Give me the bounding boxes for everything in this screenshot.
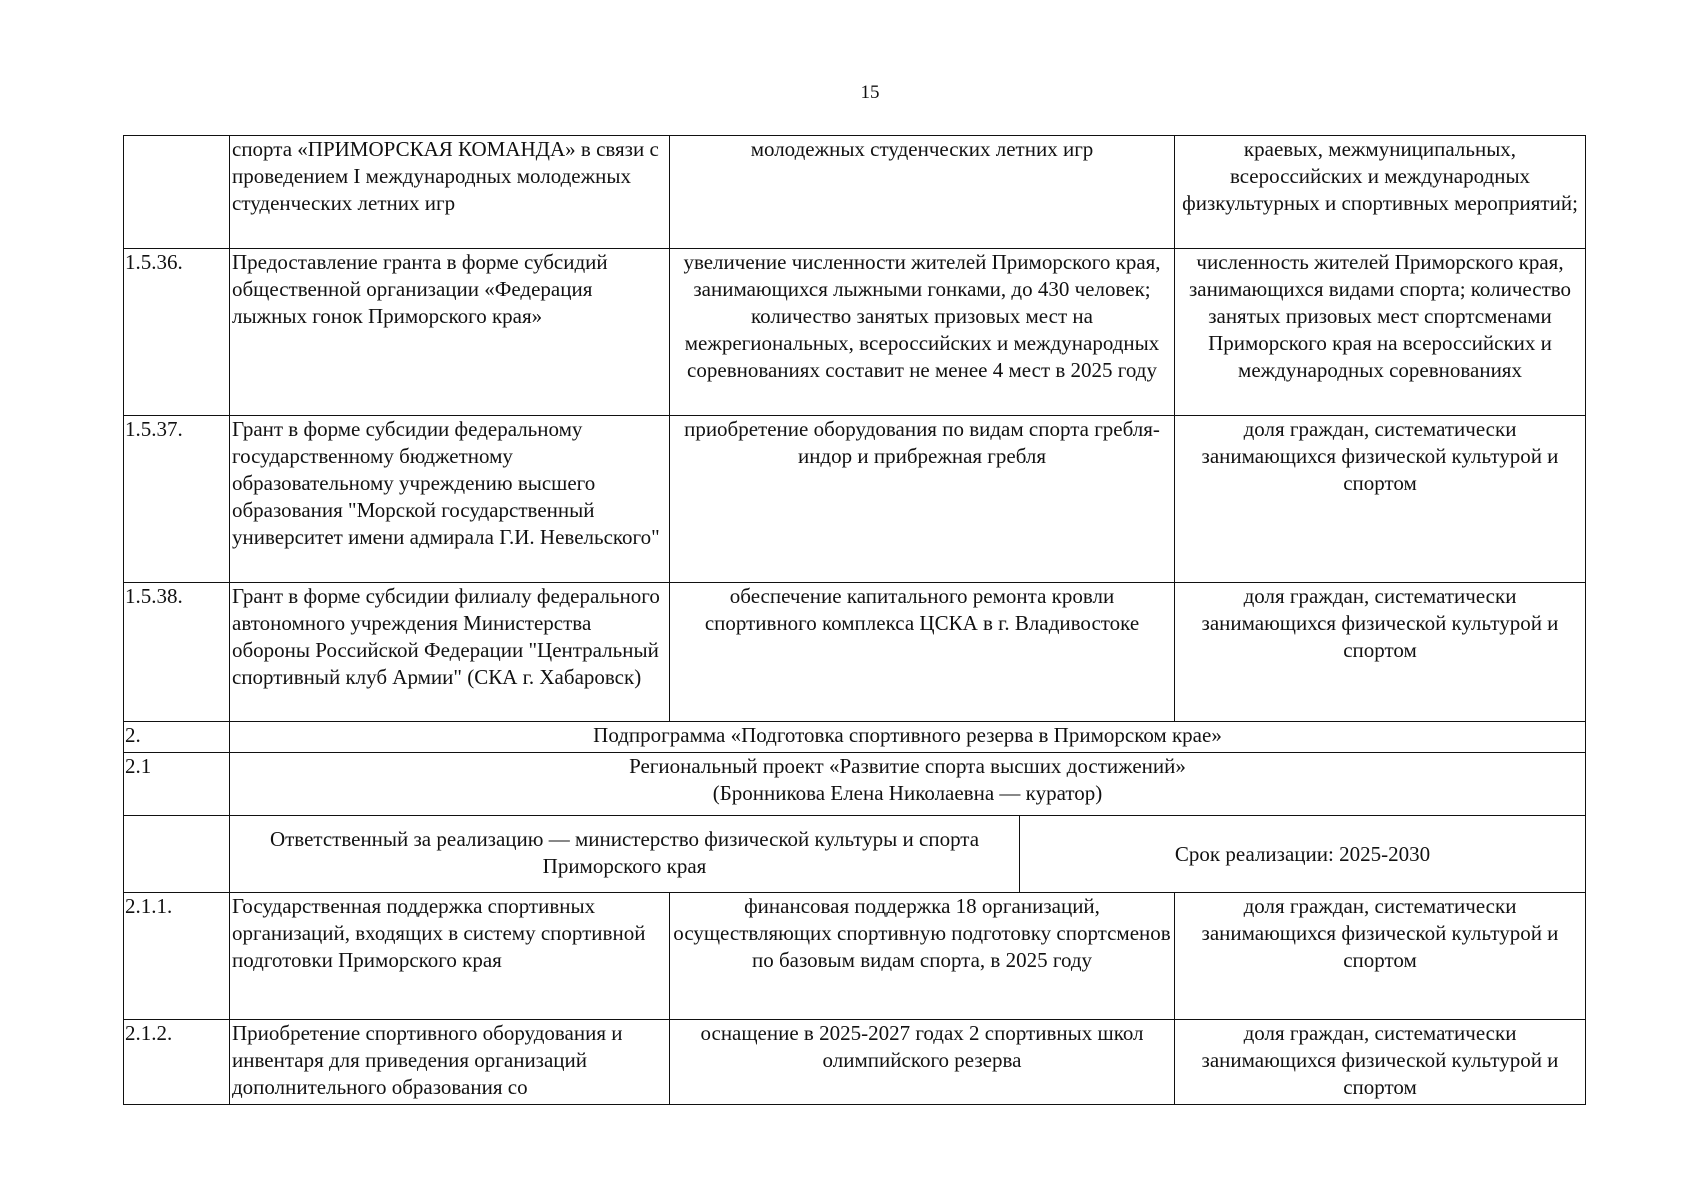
measure-indicator: численность жителей Приморского края, занимающихся видами спорта; количество занятых призовых мест спортсменами Приморского края на всероссийских и международных соревнованиях bbox=[1175, 249, 1586, 416]
measure-result: увеличение численности жителей Приморского края, занимающихся лыжными гонками, до 430 человек; количество занятых призовых мест на межрегиональных, всероссийских и международных соревнованиях составит не менее 4 мест в 2025 году bbox=[670, 249, 1175, 416]
row-number: 2.1.1. bbox=[124, 893, 230, 1020]
measure-name: Грант в форме субсидии федеральному государственному бюджетному образовательному учреждению высшего образования "Морской государственный университет имени адмирала Г.И. Невельского" bbox=[230, 416, 670, 583]
measure-name: спорта «ПРИМОРСКАЯ КОМАНДА» в связи с проведением I международных молодежных студенческих летних игр bbox=[230, 136, 670, 249]
page-number: 15 bbox=[860, 82, 880, 103]
table-row bbox=[124, 136, 1586, 249]
measure-name: Предоставление гранта в форме субсидий общественной организации «Федерация лыжных гонок Приморского края» bbox=[230, 249, 670, 416]
measure-result: оснащение в 2025-2027 годах 2 спортивных школ олимпийского резерва bbox=[670, 1020, 1175, 1105]
row-number: 1.5.38. bbox=[124, 583, 230, 722]
empty-cell bbox=[124, 816, 230, 893]
project-row bbox=[124, 753, 1586, 816]
measure-indicator: доля граждан, систематически занимающихся физической культурой и спортом bbox=[1175, 416, 1586, 583]
measure-result: обеспечение капитального ремонта кровли спортивного комплекса ЦСКА в г. Владивостоке bbox=[670, 583, 1175, 722]
table-row bbox=[124, 416, 1586, 583]
table-row bbox=[124, 1020, 1586, 1105]
measure-indicator: доля граждан, систематически занимающихся физической культурой и спортом bbox=[1175, 893, 1586, 1020]
measure-result: приобретение оборудования по видам спорта гребля-индор и прибрежная гребля bbox=[670, 416, 1175, 583]
table-row bbox=[124, 583, 1586, 722]
row-number: 2.1.2. bbox=[124, 1020, 230, 1105]
measure-name: Государственная поддержка спортивных организаций, входящих в систему спортивной подготовки Приморского края bbox=[230, 893, 670, 1020]
table-row bbox=[124, 249, 1586, 416]
project-title-line1: Региональный проект «Развитие спорта высших достижений» bbox=[629, 754, 1186, 778]
measure-indicator: доля граждан, систематически занимающихся физической культурой и спортом bbox=[1175, 1020, 1586, 1105]
row-number bbox=[124, 136, 230, 249]
row-number: 1.5.37. bbox=[124, 416, 230, 583]
project-title bbox=[230, 753, 1586, 816]
section-number: 2. bbox=[124, 722, 230, 753]
implementation-term: Срок реализации: 2025-2030 bbox=[1174, 841, 1431, 866]
measure-result: молодежных студенческих летних игр bbox=[670, 136, 1175, 249]
row-number: 1.5.36. bbox=[124, 249, 230, 416]
section-row bbox=[124, 722, 1586, 753]
project-number: 2.1 bbox=[124, 753, 230, 816]
measure-result: финансовая поддержка 18 организаций, осуществляющих спортивную подготовку спортсменов по базовым видам спорта, в 2025 году bbox=[670, 893, 1175, 1020]
responsibility-row bbox=[124, 816, 1586, 893]
responsibility-cell bbox=[230, 816, 1586, 893]
measure-indicator: краевых, межмуниципальных, всероссийских и международных физкультурных и спортивных мероприятий; bbox=[1175, 136, 1586, 249]
project-curator: (Бронникова Елена Николаевна — куратор) bbox=[712, 781, 1103, 805]
section-title: Подпрограмма «Подготовка спортивного резерва в Приморском крае» bbox=[230, 722, 1586, 753]
responsible-party: Ответственный за реализацию — министерство физической культуры и спорта Приморского края bbox=[230, 816, 1020, 892]
measure-name: Приобретение спортивного оборудования и инвентаря для приведения организаций дополнительного образования со bbox=[230, 1020, 670, 1105]
measure-name: Грант в форме субсидии филиалу федерального автономного учреждения Министерства обороны Российской Федерации "Центральный спортивный клуб Армии" (СКА г. Хабаровск) bbox=[230, 583, 670, 722]
table-row bbox=[124, 893, 1586, 1020]
program-table bbox=[123, 135, 1586, 1105]
measure-indicator: доля граждан, систематически занимающихся физической культурой и спортом bbox=[1175, 583, 1586, 722]
